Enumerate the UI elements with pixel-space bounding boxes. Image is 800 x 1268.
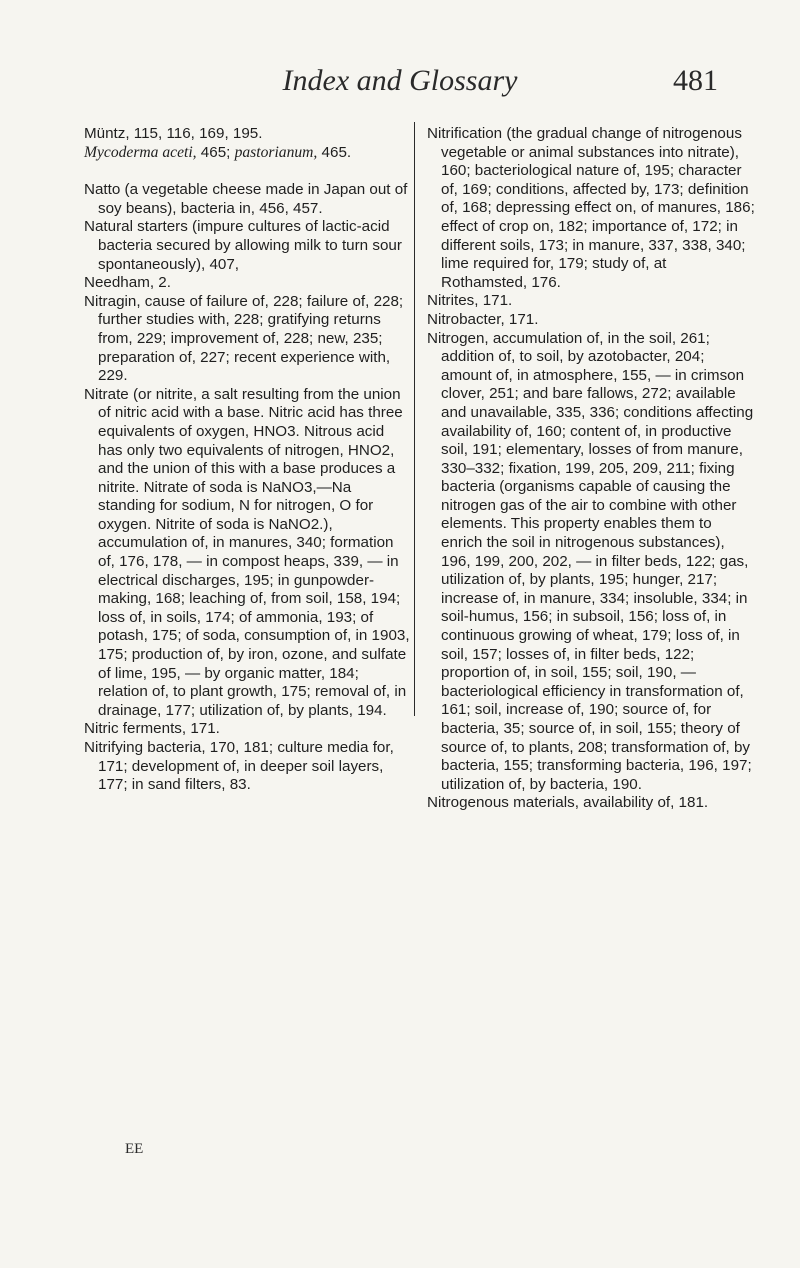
column-divider <box>414 122 415 716</box>
index-entry: Nitrobacter, 171. <box>427 310 539 328</box>
index-entry: Nitrites, 171. <box>427 292 513 310</box>
index-entry: Nitrate (or nitrite, a salt resulting from the union of nitric acid with a base. Nitric acid has three equivalents of oxygen, HNO3. Nitrous acid has only two equivalents of nitrogen, HNO2, and the union of this with a base produces a nitrite. Nitrate of soda is NaNO3,—Na standing for sodium, N for nitrogen, O for oxygen. Nitrite of soda is NaNO2.), accumulation of, in manures, 340; formation of, 176, 178, — in compost heaps, 339, — in electrical discharges, 195; in gunpowder-making, 168; leaching of, from soil, 158, 194; loss of, in soils, 174; of ammonia, 193; of potash, 175; of soda, consumption of, in 1903, 175; production of, by iron, ozone, and sulfate of lime, 195, — by organic matter, 184; relation of, to plant growth, 175; removal of, in drainage, 177; utilization of, by plants, 194. <box>84 385 410 719</box>
index-entry: Nitrogen, accumulation of, in the soil, 261; addition of, to soil, by azotobacter, 204; amount of, in atmosphere, 155, — in crimson clover, 251; and bare fallows, 272; available and unavailable, 335, 336; conditions affecting availability of, 160; content of, in productive soil, 191; elementary, losses of from manure, 330–332; fixation, 199, 205, 209, 211; fixing bacteria (organisms capable of causing the nitrogen gas of the air to combine with other elements. This property enables them to enrich the soil in nitrogenous substances), 196, 199, 200, 202, — in filter beds, 122; gas, utilization of, by plants, 195; hunger, 217; increase of, in manure, 334; insoluble, 334; in soil-humus, 156; in subsoil, 156; loss of, in continuous growing of wheat, 179; loss of, in soil, 157; losses of, in filter beds, 122; proportion of, in soil, 155; soil, 190, — bacteriological efficiency in transformation of, 161; soil, increase of, 190; source of, for bacteria, 35; source of, in soil, 155; theory of source of, to plants, 208; transformation of, by bacteria, 155; transforming bacteria, 196, 197; utilization of, by bacteria, 190. <box>427 329 754 793</box>
page-header <box>0 0 800 110</box>
index-entry: Needham, 2. <box>84 274 171 292</box>
index-entry: Nitragin, cause of failure of, 228; failure of, 228; further studies with, 228; gratifying returns from, 229; improvement of, 228; new, 235; preparation of, 227; recent experience with, 229. <box>84 292 404 385</box>
running-title: Index and Glossary <box>282 64 518 97</box>
left-index-column <box>84 125 412 795</box>
index-entry: Natto (a vegetable cheese made in Japan out of soy beans), bacteria in, 456, 457. <box>84 181 408 217</box>
page-number: 481 <box>673 64 718 97</box>
index-entry: Natural starters (impure cultures of lactic-acid bacteria secured by allowing milk to turn sour spontaneously), 407, <box>84 218 402 273</box>
index-entry: Nitrifying bacteria, 170, 181; culture media for, 171; development of, in deeper soil layers, 177; in sand filters, 83. <box>84 739 394 794</box>
index-entry: Mycoderma aceti, 465; pastorianum, 465. <box>84 143 352 161</box>
right-index-column <box>427 125 755 813</box>
index-entry: Müntz, 115, 116, 169, 195. <box>84 125 263 142</box>
index-entry: Nitric ferments, 171. <box>84 720 220 738</box>
printer-signature: EE <box>125 1141 144 1157</box>
index-entry: Nitrification (the gradual change of nitrogenous vegetable or animal substances into nitrate), 160; bacteriological nature of, 195; character of, 169; conditions, affected by, 173; definition of, 168; depressing effect on, of manures, 186; effect of crop on, 182; importance of, 172; in different soils, 173; in manure, 337, 338, 340; lime required for, 179; study of, at Rothamsted, 176. <box>427 125 755 291</box>
index-entry: Nitrogenous materials, availability of, 181. <box>427 794 709 812</box>
